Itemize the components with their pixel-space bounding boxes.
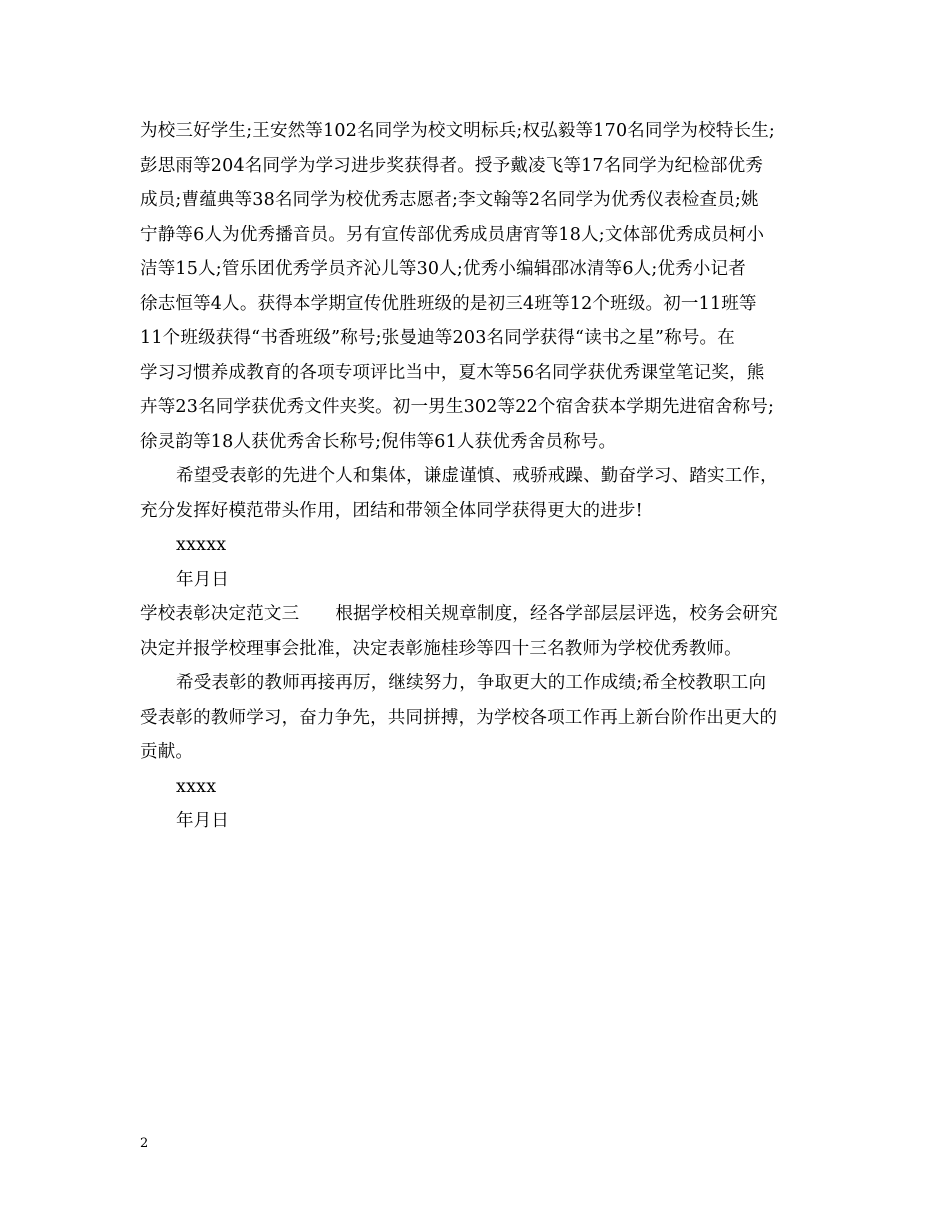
body-line: 成员;曹蕴典等38名同学为校优秀志愿者;李文翰等2名同学为优秀仪表检查员;姚 [140,190,759,210]
teacher-paragraph-line: 贡献。 [140,742,194,762]
body-line: 徐灵韵等18人获优秀舍长称号;倪伟等61人获优秀舍员称号。 [140,431,617,452]
section-heading-line [140,597,820,632]
date-line: 年月日 [176,569,230,590]
section-text: 根据学校相关规章制度，经各学部层层评选，校务会研究 [335,604,778,624]
document-body [140,114,820,839]
date-line: 年月日 [176,811,230,831]
body-line: 洁等15人;管乐团优秀学员齐沁儿等30人;优秀小编辑邵冰清等6人;优秀小记者 [140,259,746,279]
signature: xxxx [176,776,217,797]
body-line: 11个班级获得“书香班级”称号;张曼迪等203名同学获得“读书之星”称号。在 [140,328,735,348]
body-line: 宁静等6人为优秀播音员。另有宣传部优秀成员唐宵等18人;文体部优秀成员柯小 [140,224,765,245]
hope-paragraph-line: 希望受表彰的先进个人和集体，谦虚谨慎、戒骄戒躁、勤奋学习、踏实工作， [176,466,778,486]
body-line: 徐志恒等4人。获得本学期宣传优胜班级的是初三4班等12个班级。初一11班等 [140,293,757,314]
section-title: 学校表彰决定范文三 [140,604,300,624]
body-line: 卉等23名同学获优秀文件夹奖。初一男生302等22个宿舍获本学期先进宿舍称号; [140,397,775,417]
teacher-paragraph-line: 希受表彰的教师再接再厉，继续努力，争取更大的工作成绩;希全校教职工向 [176,673,767,693]
hope-paragraph-line: 充分发挥好模范带头作用，团结和带领全体同学获得更大的进步! [140,500,643,521]
body-line: 学习习惯养成教育的各项专项评比当中，夏木等56名同学获优秀课堂笔记奖，熊 [140,362,765,383]
teacher-paragraph-line: 受表彰的教师学习，奋力争先，共同拼搏，为学校各项工作再上新台阶作出更大的 [140,707,778,728]
section-text-line: 决定并报学校理事会批准，决定表彰施桂珍等四十三名教师为学校优秀教师。 [140,638,742,659]
body-line: 彭思雨等204名同学为学习进步奖获得者。授予戴凌飞等17名同学为纪检部优秀 [140,155,764,176]
signature: xxxxx [176,535,227,555]
page-number: 2 [140,1136,149,1151]
body-line: 为校三好学生;王安然等102名同学为校文明标兵;权弘毅等170名同学为校特长生; [140,121,775,141]
